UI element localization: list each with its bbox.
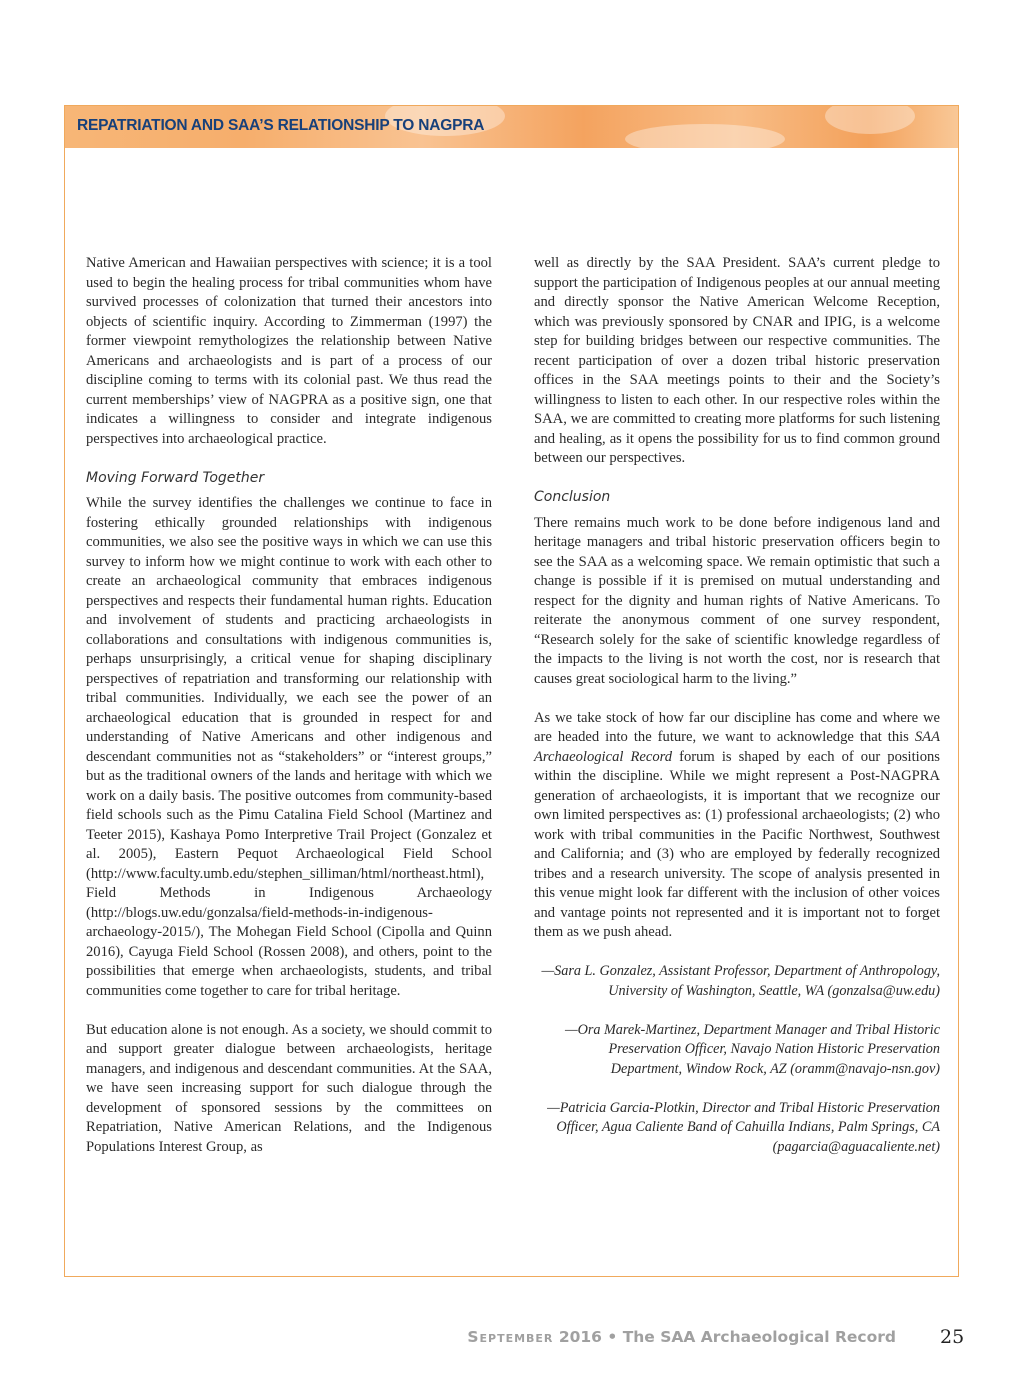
subheading-moving-forward: Moving Forward Together — [86, 469, 265, 486]
page-footer — [467, 1328, 896, 1346]
text-run: forum is shaped by each of our positions within the discipline. While we might represent a Post-NAGPRA generation of archaeologists, it is important that we recognize our own limited perspectives as: (1) professional archaeologists; (2) who work with tribal communities in the Pacific Northwest, Southwest and California; and (3) who are employed by federally recognized tribes and a research university. The scope of analysis presented in this venue might look far different with the inclusion of other voices and vantage points not represented and it is important not to forget them as we push ahead. — [534, 748, 940, 940]
paragraph: Native American and Hawaiian perspectives with science; it is a tool used to begin the healing process for tribal communities whom have survived processes of colonization that turned their ancestors into objects of scientific inquiry. According to Zimmerman (1997) the former viewpoint remythologizes the relationship between Native Americans and archaeologists and is part of a process of our discipline coming to terms with its colonial past. We thus read the current memberships’ view of NAGPRA as a positive sign, one that indicates a willingness to consider and integrate indigenous perspectives into archaeological practice. — [86, 255, 492, 447]
paragraph: There remains much work to be done before indigenous land and heritage managers and tribal historic preservation officers begin to see the SAA as a welcoming space. We remain optimistic that such a change is possible if it is premised on mutual understanding and respect for the dignity and human rights of Native Americans. To reiterate the anonymous comment of one survey respondent, “Research solely for the sake of scientific knowledge regardless of the impacts to the living is not worth the cost, nor is research that causes great sociological harm to the living.” — [534, 514, 940, 687]
author-signature: —Patricia Garcia-Plotkin, Director and Tribal Historic Preservation Officer, Agua Caliente Band of Cahuilla Indians, Palm Springs, CA (pagarcia@aguacaliente.net) — [547, 1099, 940, 1155]
footer-month: September — [467, 1328, 554, 1346]
paragraph: While the survey identifies the challenges we continue to face in fostering ethically grounded relationships with indigenous communities, we also see the positive ways in which we can use this survey to inform how we might continue to work with each other to create an archaeological community that embraces indigenous perspectives and respects their fundamental human rights. Education and involvement of students and practicing archaeologists in collaborations and consultations with indigenous communities is, perhaps unsurprisingly, a critical venue for shaping disciplinary perspectives of repatriation and transforming our relationship with tribal communities. Individually, we each see the power of an archaeological education that is grounded in respect for and understanding of Native Americans and other indigenous and descendant communities not as “stakeholders” or “interest groups,” but as the traditional owners of the lands and heritage with which we work on a daily basis. The positive outcomes from community-based field schools such as the Pimu Catalina Field School (Martinez and Teeter 2015), Kashaya Pomo Interpretive Trail Project (Gonzalez et al. 2005), Eastern Pequot Archaeological Field School (http://www.faculty.umb.edu/stephen_silliman/html/northeast.html), Field Methods in Indigenous Archaeology (http://blogs.uw.edu/gonzalsa/field-methods-in-indigenous-archaeology-2015/), The Mohegan Field School (Cipolla and Quinn 2016), Cayuga Field School (Rossen 2008), and others, point to the possibilities that emerge when archaeologists, students, and tribal communities come together to care for tribal heritage. — [86, 495, 492, 999]
section-title: REPATRIATION AND SAA’S RELATIONSHIP TO NAGPRA — [77, 117, 485, 134]
right-column — [534, 254, 940, 1177]
footer-bullet: • — [607, 1328, 618, 1346]
author-signature: —Ora Marek-Martinez, Department Manager and Tribal Historic Preservation Officer, Navajo Nation Historic Preservation Department, Window Rock, AZ (oramm@navajo-nsn.gov) — [564, 1021, 940, 1077]
author-signature: —Sara L. Gonzalez, Assistant Professor, Department of Anthropology, University of Washington, Seattle, WA (gonzalsa@uw.edu) — [541, 963, 940, 999]
publication-title: SAA Archaeological Record — [534, 729, 940, 765]
paragraph: But education alone is not enough. As a society, we should commit to and support greater dialogue between archaeologists, heritage managers, and indigenous and descendant communities. At the SAA, we have seen increasing support for such dialogue through the development of sponsored sessions by the committees on Repatriation, Native American Relations, and the Indigenous Populations Interest Group, as — [86, 1021, 492, 1155]
text-run: As we take stock of how far our discipline has come and where we are headed into the future, we want to acknowledge that this — [534, 709, 940, 745]
paragraph: well as directly by the SAA President. SAA’s current pledge to support the participation of Indigenous peoples at our annual meeting and directly sponsor the Native American Welcome Reception, which was previously sponsored by CNAR and IPIG, is a welcome step for building bridges between our respective communities. The recent participation of over a dozen tribal historic preservation offices in the SAA meetings points to their and the Society’s willingness to listen to each other. In our respective roles within the SAA, we are committed to creating more platforms for such listening and healing, as it opens the possibility for us to find common ground between our perspectives. — [534, 255, 940, 466]
page-number: 25 — [940, 1326, 965, 1348]
header-banner — [65, 106, 958, 148]
paragraph — [534, 709, 940, 943]
left-column — [86, 254, 492, 1177]
subheading-conclusion: Conclusion — [534, 489, 611, 505]
footer-publication: The SAA Archaeological Record — [622, 1328, 896, 1346]
footer-year: 2016 — [558, 1328, 602, 1346]
